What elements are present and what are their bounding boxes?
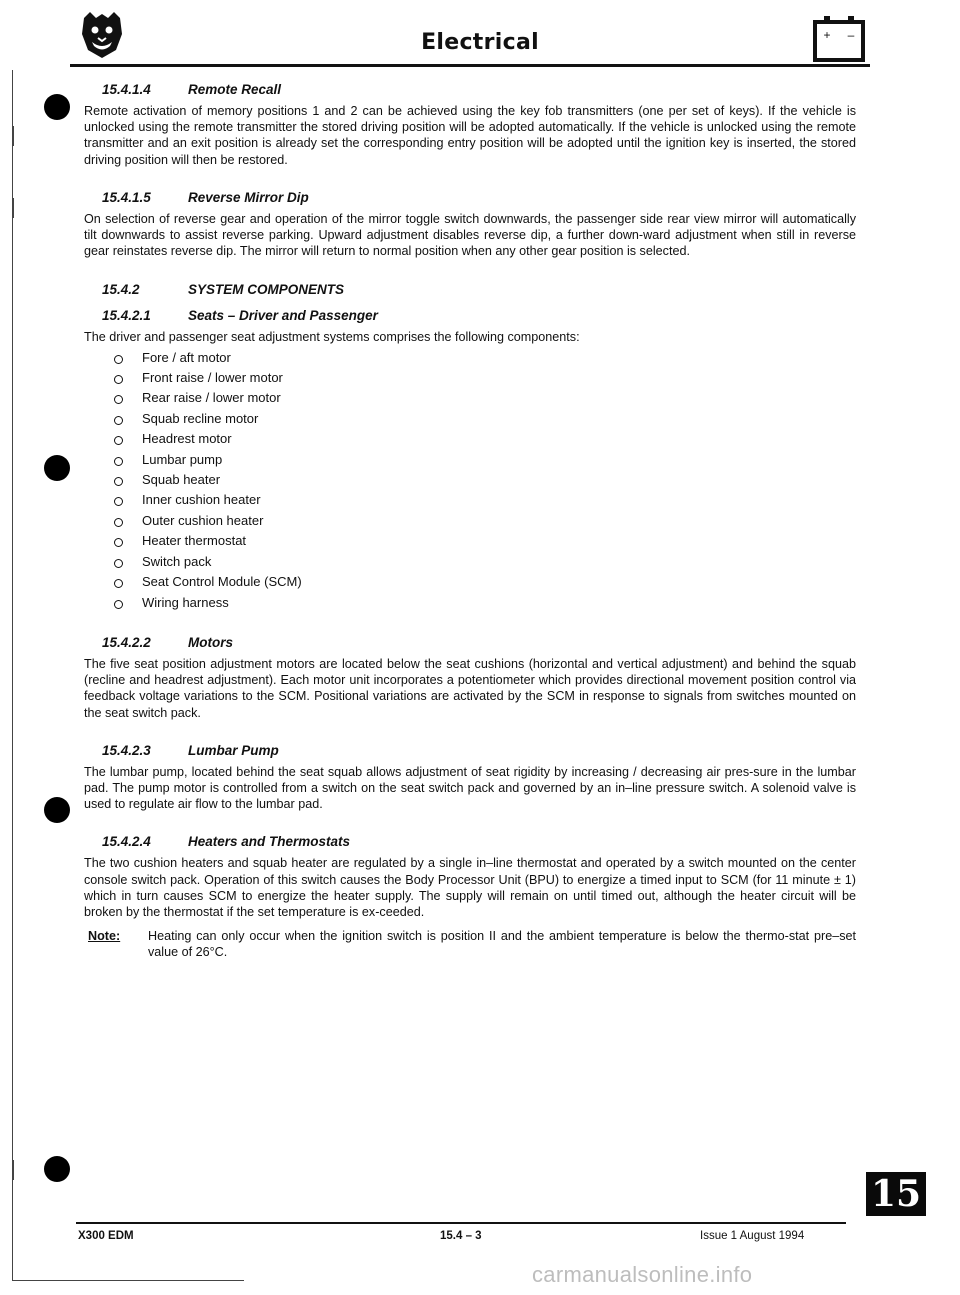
list-item-label: Headrest motor — [142, 431, 232, 447]
footer-document-code: X300 EDM — [78, 1230, 134, 1242]
section-heading-system-components — [84, 282, 856, 300]
list-item — [84, 470, 856, 490]
list-item — [84, 572, 856, 592]
list-item — [84, 368, 856, 388]
bullet-icon — [114, 538, 123, 547]
binder-margin-line — [12, 70, 13, 1280]
binder-tick — [12, 198, 14, 218]
list-item — [84, 511, 856, 531]
seat-components-list — [84, 348, 856, 613]
section-title: Lumbar Pump — [188, 742, 279, 758]
section-number: 15.4.2.4 — [102, 834, 151, 850]
chapter-tab: 15 — [866, 1172, 926, 1216]
lumbar-pump-paragraph: The lumbar pump, located behind the seat squab allows adjustment of seat rigidity by increasing / decreasing air pres-sure in the lumbar pad. The pump motor is controlled from a switch on the seat switch pack and governed by an in–line pressure switch. A solenoid valve is used to regulate air flow to the lumbar pad. — [84, 764, 856, 812]
list-item-label: Wiring harness — [142, 594, 229, 610]
note-label: Note: — [88, 929, 121, 944]
section-heading-reverse-mirror-dip — [84, 190, 856, 208]
list-item-label: Switch pack — [142, 553, 212, 569]
battery-plus-label: + — [823, 28, 831, 42]
section-number: 15.4.2.2 — [102, 634, 151, 650]
page-title: Electrical — [421, 30, 539, 55]
binder-tick — [12, 126, 14, 146]
list-item — [84, 490, 856, 510]
list-item-label: Front raise / lower motor — [142, 370, 283, 386]
list-item — [84, 450, 856, 470]
section-title: Reverse Mirror Dip — [188, 189, 309, 205]
heaters-paragraph: The two cushion heaters and squab heater are regulated by a single in–line thermostat and operated by a switch mounted on the center console switch pack. Operation of this switch causes the Body Processor Unit (BPU) to energize a timed input to SCM (for 11 minute ± 1) which in turn causes SCM to energize the heater supply. The supply will remain on until timed out, although the heater circuit will be broken by the thermostat if the set temperature is ex-ceeded. — [84, 856, 856, 919]
section-title: Remote Recall — [188, 82, 282, 97]
punch-hole — [44, 797, 70, 823]
bullet-icon — [114, 375, 123, 384]
bullet-icon — [114, 600, 123, 609]
list-item — [84, 531, 856, 551]
section-heading-remote-recall — [84, 82, 856, 100]
section-heading-motors — [84, 635, 856, 653]
bullet-icon — [114, 436, 123, 445]
list-item-label: Squab heater — [142, 472, 221, 488]
list-item-label: Rear raise / lower motor — [142, 390, 281, 406]
list-item — [84, 348, 856, 368]
footer-issue-date: Issue 1 August 1994 — [700, 1230, 805, 1242]
seats-intro-paragraph: The driver and passenger seat adjustment systems comprises the following components: — [84, 330, 580, 345]
bullet-icon — [114, 477, 123, 486]
section-heading-lumbar-pump — [84, 743, 856, 761]
section-number: 15.4.2.1 — [102, 308, 151, 324]
list-item-label: Fore / aft motor — [142, 349, 231, 365]
binder-tick — [12, 1160, 14, 1180]
section-number: 15.4.2.3 — [102, 742, 151, 758]
reverse-mirror-dip-paragraph: On selection of reverse gear and operation of the mirror toggle switch downwards, the passenger side rear view mirror will automatically tilt downwards to assist reverse parking. Upward adjustment disables reverse dip, a further down-ward adjustment when still in reverse gear reinstates reverse dip. The mirror will return to normal position when any other gear position is selected. — [84, 211, 856, 259]
punch-hole — [44, 94, 70, 120]
motors-paragraph: The five seat position adjustment motors are located below the seat cushions (horizontal and vertical adjustment) and behind the squab (recline and headrest adjustment). Each motor unit incorporates a potentiometer which provides directional movement position control via feedback voltage variations to the SCM. Positional variations are activated by the SCM in response to signals from switches mounted on the seat switch pack. — [84, 656, 856, 720]
section-number: 15.4.2 — [102, 282, 140, 298]
section-number: 15.4.1.5 — [102, 189, 151, 205]
list-item-label: Outer cushion heater — [142, 512, 264, 528]
bullet-icon — [114, 518, 123, 527]
punch-hole — [44, 1156, 70, 1182]
list-item-label: Heater thermostat — [142, 533, 247, 549]
footer-page-number: 15.4 – 3 — [440, 1230, 482, 1242]
bullet-icon — [114, 579, 123, 588]
list-item-label: Seat Control Module (SCM) — [142, 574, 302, 590]
battery-minus-label: – — [847, 28, 855, 42]
note-text: Heating can only occur when the ignition switch is position II and the ambient temperature is below the thermo-stat pre–set value of 26°C. — [148, 929, 856, 960]
list-item-label: Squab recline motor — [142, 410, 259, 426]
header-rule — [70, 64, 870, 67]
bullet-icon — [114, 416, 123, 425]
battery-icon — [812, 14, 866, 62]
bottom-margin-line — [12, 1280, 244, 1281]
bullet-icon — [114, 497, 123, 506]
bullet-icon — [114, 355, 123, 364]
page-content — [84, 78, 856, 961]
section-heading-heaters — [84, 834, 856, 852]
section-title: Motors — [188, 634, 233, 650]
section-title: Heaters and Thermostats — [188, 834, 351, 850]
bullet-icon — [114, 559, 123, 568]
list-item-label: Lumbar pump — [142, 451, 223, 467]
footer-rule — [76, 1222, 846, 1224]
section-title: SYSTEM COMPONENTS — [188, 282, 345, 298]
section-heading-seats — [84, 308, 856, 326]
remote-recall-paragraph: Remote activation of memory positions 1 and 2 can be achieved using the key fob transmitters (one per set of keys). If the vehicle is unlocked using the remote transmitter the stored driving position will be adopted automatically. If the vehicle is unlocked using the remote transmitter and an exit position is already set the corresponding entry position will be adopted until the ignition key is inserted, the stored driving position will then be restored. — [84, 104, 856, 167]
watermark: carmanualsonline.info — [532, 1262, 753, 1287]
bullet-icon — [114, 395, 123, 404]
list-item — [84, 429, 856, 449]
section-title: Seats – Driver and Passenger — [188, 308, 378, 324]
note-block — [84, 928, 856, 960]
bullet-icon — [114, 457, 123, 466]
list-item-label: Inner cushion heater — [142, 492, 261, 508]
list-item — [84, 388, 856, 408]
list-item — [84, 409, 856, 429]
section-number: 15.4.1.4 — [102, 82, 151, 97]
list-item — [84, 552, 856, 572]
list-item — [84, 593, 856, 613]
punch-hole — [44, 455, 70, 481]
